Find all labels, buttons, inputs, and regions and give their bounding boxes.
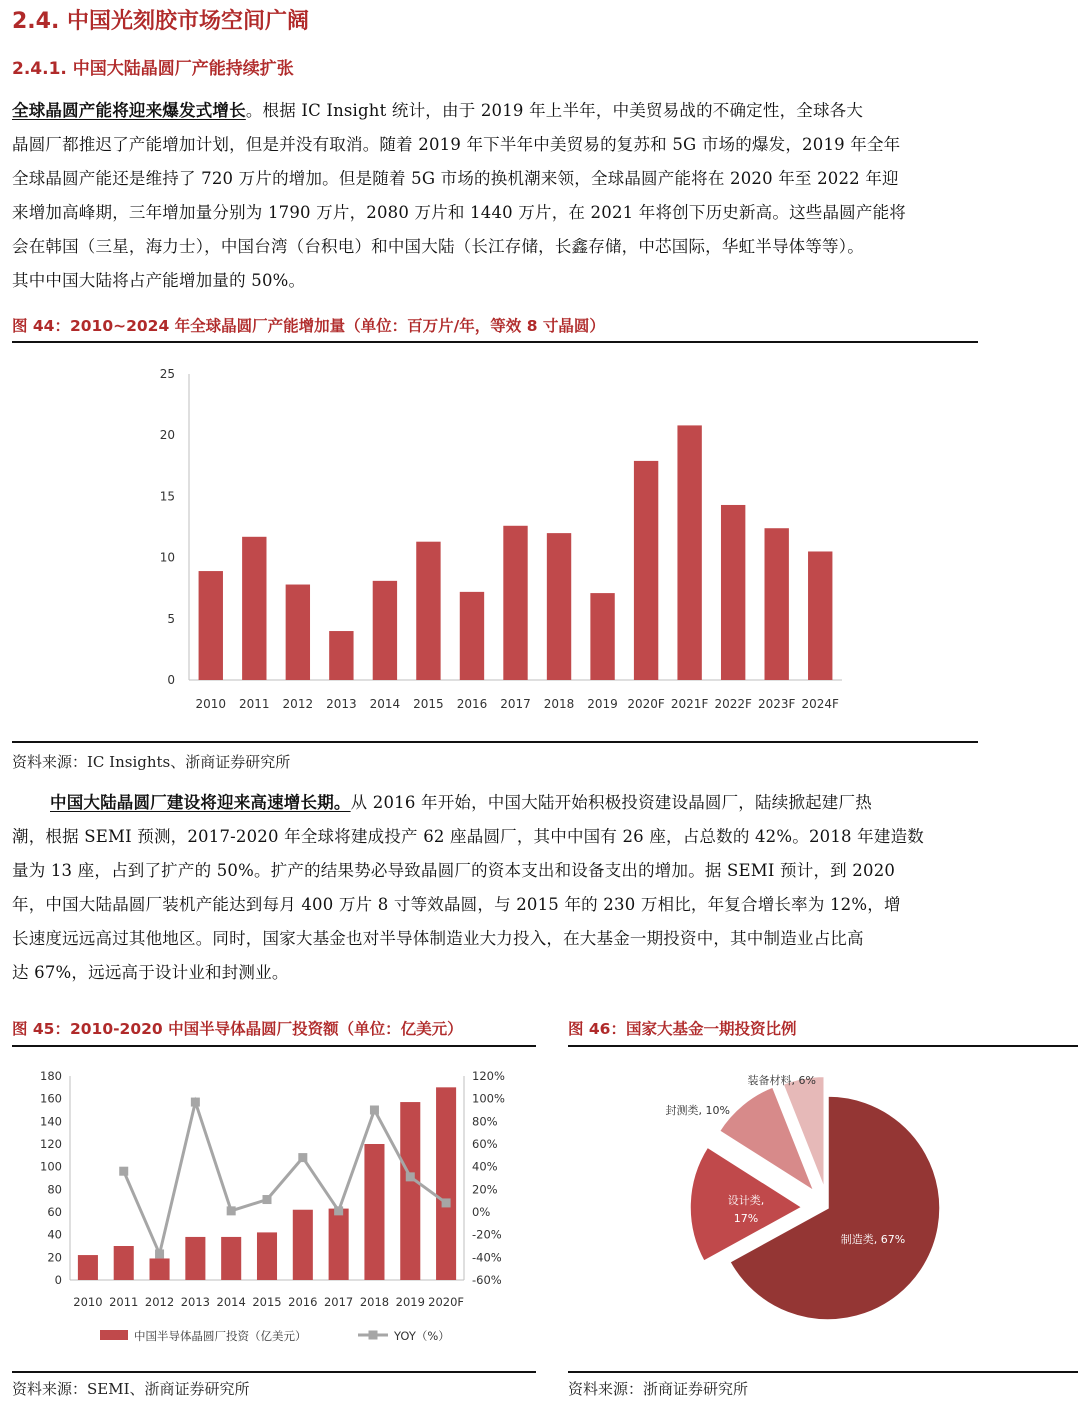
legend-label-investment: 中国半导体晶圆厂投资（亿美元） (134, 1329, 307, 1343)
x-tick-label: 2010 (73, 1295, 103, 1309)
right-tick-label: 0% (472, 1205, 491, 1219)
x-tick-label: 2017 (500, 697, 531, 711)
fig46-title: 图 46：国家大基金一期投资比例 (568, 1020, 797, 1038)
left-tick-label: 180 (40, 1069, 62, 1083)
bar (634, 461, 658, 680)
bar (150, 1258, 170, 1280)
paragraph-2-line: 量为 13 座，占到了扩产的 50%。扩产的结果势必导致晶圆厂的资本支出和设备支出的增加。据 SEMI 预计，到 2020 (12, 861, 896, 880)
y-tick-label: 10 (159, 550, 175, 565)
fig46-pie-chart (568, 1058, 1078, 1358)
pie-label: 制造类, 67% (840, 1233, 906, 1246)
bar (721, 505, 745, 680)
bar (257, 1232, 277, 1280)
bar (221, 1237, 241, 1280)
x-tick-label: 2018 (543, 697, 575, 711)
yoy-marker (191, 1098, 200, 1107)
bar (293, 1210, 313, 1280)
paragraph-1-line: 其中中国大陆将占产能增加量的 50%。 (12, 271, 306, 290)
paragraph-1-line: 全球晶圆产能还是维持了 720 万片的增加。但是随着 5G 市场的换机潮来领，全球晶圆产能将在 2020 年至 2022 年迎 (12, 169, 899, 188)
yoy-marker (227, 1206, 236, 1215)
fig45-title: 图 45：2010-2020 中国半导体晶圆厂投资额（单位：亿美元） (12, 1020, 463, 1038)
x-tick-label: 2016 (288, 1295, 318, 1309)
fig44-title: 图 44：2010~2024 年全球晶圆厂产能增加量（单位：百万片/年，等效 8 寸晶圆） (12, 317, 605, 335)
bar (329, 631, 353, 680)
fig45-bottom-rule (12, 1371, 536, 1373)
right-tick-label: -60% (472, 1273, 502, 1287)
paragraph-1-line: 会在韩国（三星，海力士），中国台湾（台积电）和中国大陆（长江存储，长鑫存储，中芯国际，华虹半导体等等）。 (12, 237, 864, 256)
legend-label-yoy: YOY（%） (394, 1329, 450, 1343)
x-tick-label: 2012 (144, 1295, 175, 1309)
yoy-marker (442, 1198, 451, 1207)
y-tick-label: 5 (167, 611, 175, 626)
right-tick-label: 80% (472, 1114, 498, 1129)
pie-label: 装备材料, 6% (747, 1074, 816, 1087)
bar (503, 526, 527, 680)
left-tick-label: 120 (40, 1137, 62, 1151)
bar (329, 1209, 349, 1280)
right-tick-label: -40% (472, 1250, 502, 1265)
x-tick-label: 2021F (670, 697, 709, 711)
yoy-marker (406, 1172, 415, 1181)
right-tick-label: 100% (472, 1091, 505, 1106)
x-tick-label: 2016 (456, 697, 488, 711)
y-tick-label: 20 (159, 428, 175, 443)
fig44-bottom-rule (12, 741, 978, 743)
y-tick-label: 25 (159, 367, 175, 381)
x-tick-label: 2022F (714, 697, 752, 711)
pie-label: 封测类, 10% (665, 1104, 730, 1117)
x-tick-label: 2015 (413, 697, 444, 711)
yoy-marker (370, 1106, 379, 1115)
fig45-source: 资料来源：SEMI、浙商证券研究所 (12, 1380, 250, 1398)
subsection-title: 2.4.1. 中国大陆晶圆厂产能持续扩张 (12, 59, 294, 79)
bar (114, 1246, 134, 1280)
right-tick-label: -20% (472, 1227, 502, 1242)
right-tick-label: 20% (472, 1182, 498, 1197)
yoy-marker (298, 1153, 307, 1162)
paragraph-2-line: 中国大陆晶圆厂建设将迎来高速增长期。从 2016 年开始，中国大陆开始积极投资建设晶圆厂，陆续掀起建厂热 (50, 793, 872, 812)
paragraph-2-line: 达 67%，远远高于设计业和封测业。 (12, 963, 289, 982)
yoy-marker (263, 1195, 272, 1204)
paragraph-1-lead: 全球晶圆产能将迎来爆发式增长 (12, 101, 246, 120)
left-tick-label: 40 (47, 1227, 62, 1242)
x-tick-label: 2015 (252, 1295, 282, 1309)
x-tick-label: 2011 (239, 697, 270, 711)
x-tick-label: 2010 (195, 697, 227, 711)
bar (436, 1087, 456, 1280)
paragraph-1-line: 全球晶圆产能将迎来爆发式增长。根据 IC Insight 统计，由于 2019 年上半年，中美贸易战的不确定性，全球各大 (12, 101, 864, 120)
x-tick-label: 2019 (587, 697, 618, 711)
bar (78, 1255, 98, 1280)
left-tick-label: 160 (40, 1091, 62, 1106)
fig46-top-rule (568, 1045, 1078, 1047)
yoy-marker (155, 1249, 164, 1258)
paragraph-2-line: 长速度远远高过其他地区。同时，国家大基金也对半导体制造业大力投入，在大基金一期投资中，其中制造业占比高 (12, 929, 864, 948)
y-tick-label: 0 (167, 673, 175, 687)
paragraph-2 (12, 786, 1070, 990)
bar (185, 1237, 205, 1280)
yoy-marker (334, 1206, 343, 1215)
bar (590, 593, 614, 680)
paragraph-1-line: 来增加高峰期，三年增加量分别为 1790 万片，2080 万片和 1440 万片，在 2021 年将创下历史新高。这些晶圆产能将 (12, 203, 906, 222)
x-tick-label: 2020F (428, 1295, 465, 1309)
bar (547, 533, 571, 680)
fig46-bottom-rule (568, 1371, 1078, 1373)
fig44-source: 资料来源：IC Insights、浙商证券研究所 (12, 753, 291, 771)
x-tick-label: 2013 (326, 697, 357, 711)
fig45-combo-chart (12, 1058, 542, 1358)
section-title: 2.4. 中国光刻胶市场空间广阔 (12, 9, 309, 34)
fig46-source: 资料来源：浙商证券研究所 (568, 1380, 749, 1398)
fig44-bar-chart (12, 350, 978, 730)
bar (808, 551, 832, 680)
x-tick-label: 2017 (323, 1295, 354, 1309)
y-tick-label: 15 (159, 489, 175, 504)
bar (373, 581, 397, 680)
bar (416, 542, 440, 680)
x-tick-label: 2012 (282, 697, 314, 711)
x-tick-label: 2020F (627, 697, 665, 711)
bar (364, 1144, 384, 1280)
x-tick-label: 2014 (216, 1295, 246, 1309)
fig44-top-rule (12, 341, 978, 343)
left-tick-label: 100 (40, 1159, 62, 1174)
bar (242, 537, 266, 680)
bar (199, 571, 223, 680)
left-tick-label: 20 (47, 1250, 62, 1265)
legend-swatch-investment (100, 1330, 128, 1340)
x-tick-label: 2019 (395, 1295, 425, 1309)
paragraph-1 (12, 94, 1070, 298)
left-tick-label: 80 (47, 1182, 62, 1197)
left-tick-label: 0 (54, 1273, 62, 1287)
fig45-top-rule (12, 1045, 536, 1047)
x-tick-label: 2014 (369, 697, 401, 711)
right-tick-label: 40% (472, 1159, 498, 1174)
yoy-line (124, 1102, 446, 1254)
x-tick-label: 2018 (359, 1295, 390, 1309)
paragraph-2-line: 潮，根据 SEMI 预测，2017-2020 年全球将建成投产 62 座晶圆厂，其中中国有 26 座，占总数的 42%。2018 年建造数 (12, 827, 924, 846)
paragraph-2-line: 年，中国大陆晶圆厂装机产能达到每月 400 万片 8 寸等效晶圆，与 2015 年的 230 万相比，年复合增长率为 12%，增 (12, 895, 901, 914)
x-tick-label: 2024F (801, 697, 839, 711)
x-tick-label: 2013 (180, 1295, 211, 1309)
legend-marker-yoy (369, 1331, 378, 1340)
right-tick-label: 120% (472, 1069, 505, 1083)
bar (286, 585, 310, 680)
left-tick-label: 60 (47, 1205, 62, 1219)
pie-label: 17% (733, 1212, 759, 1225)
x-tick-label: 2011 (109, 1295, 139, 1309)
yoy-marker (119, 1167, 128, 1176)
bar (400, 1102, 420, 1280)
paragraph-2-lead: 中国大陆晶圆厂建设将迎来高速增长期。 (50, 793, 351, 812)
bar (460, 592, 484, 680)
bar (677, 425, 701, 680)
paragraph-1-line: 晶圆厂都推迟了产能增加计划，但是并没有取消。随着 2019 年下半年中美贸易的复苏和 5G 市场的爆发，2019 年全年 (12, 135, 901, 154)
bar (765, 528, 789, 680)
right-tick-label: 60% (472, 1137, 498, 1151)
x-tick-label: 2023F (757, 697, 796, 711)
left-tick-label: 140 (40, 1114, 62, 1129)
pie-label: 设计类, (727, 1194, 765, 1207)
